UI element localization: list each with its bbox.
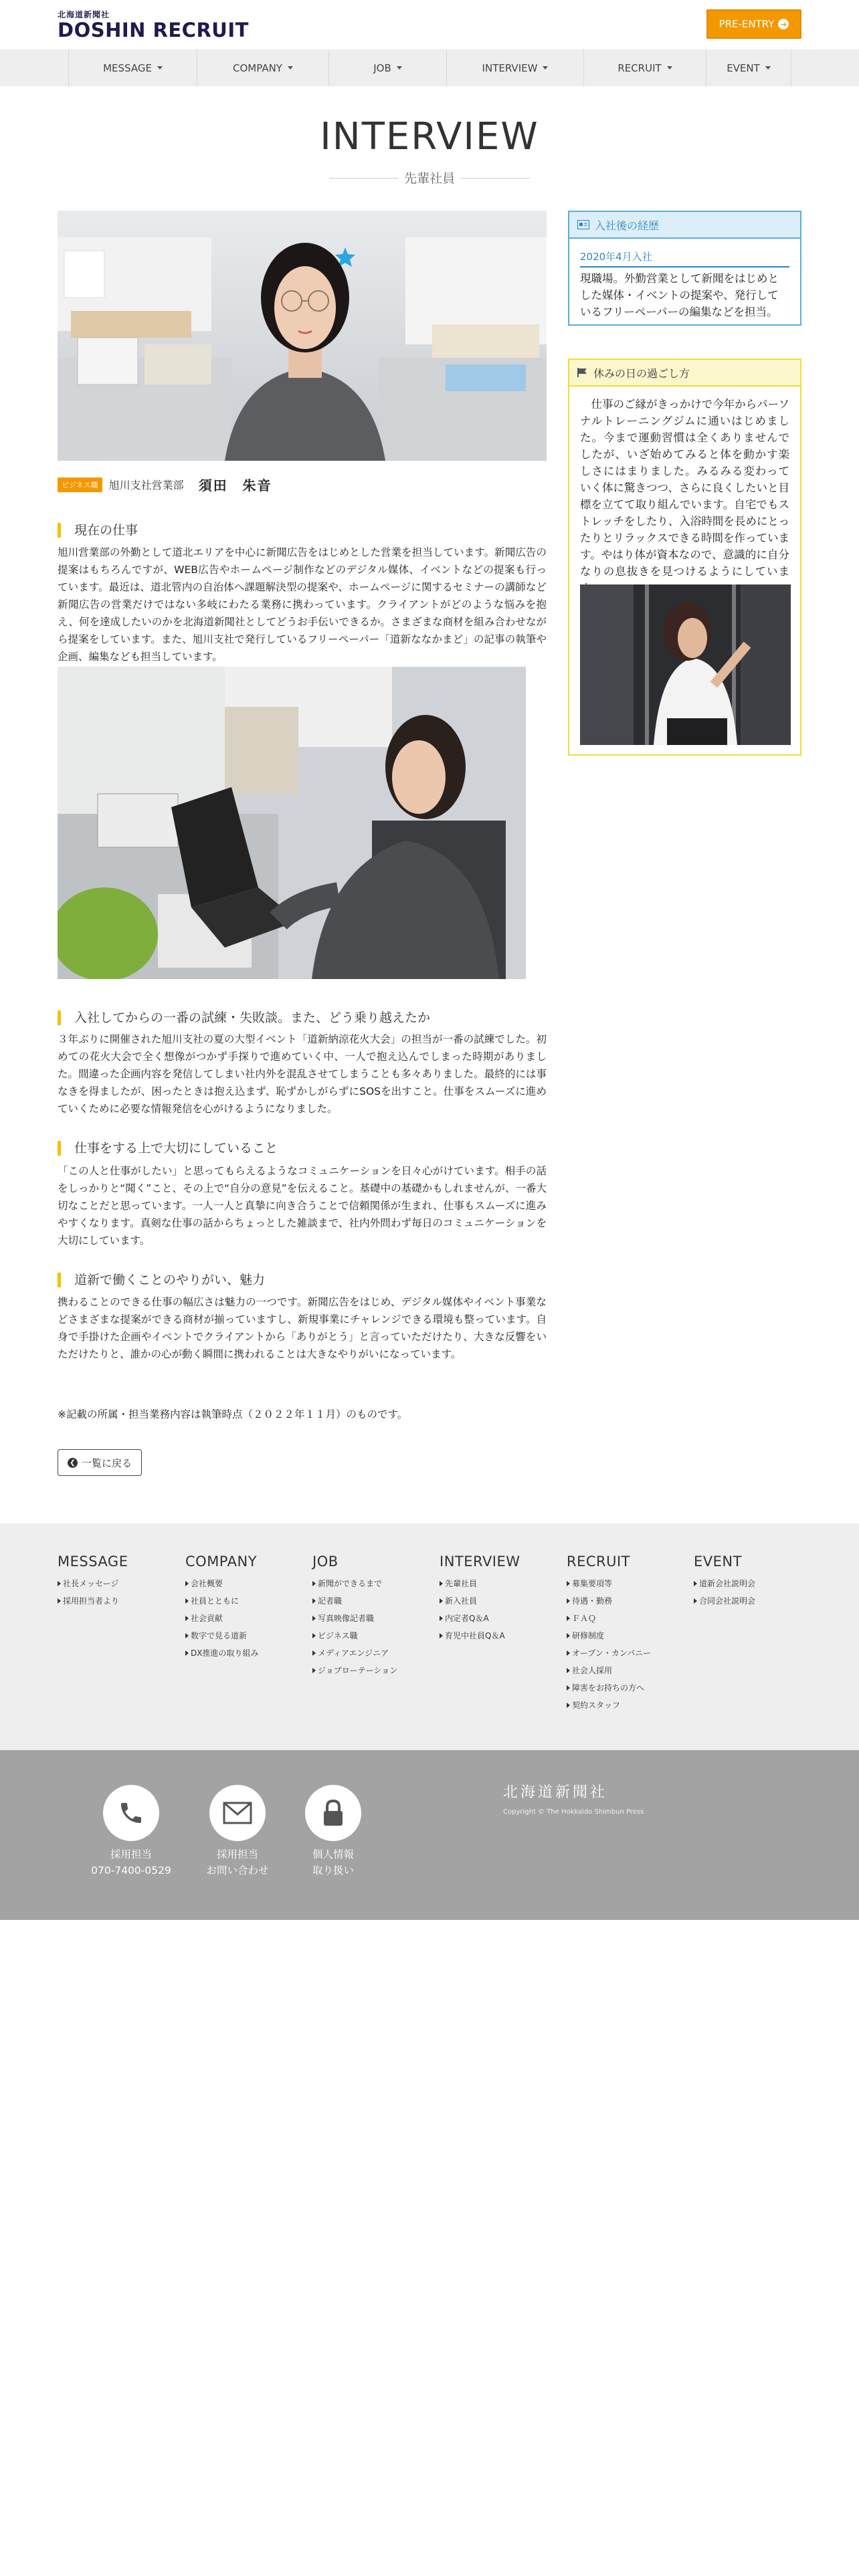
career-box: [568, 211, 801, 326]
contact-privacy-line1: 個人情報: [312, 1848, 354, 1860]
flag-icon: [577, 368, 588, 377]
footer-link[interactable]: 数字で見る道新: [185, 1627, 306, 1644]
footer-col-heading[interactable]: INTERVIEW: [440, 1553, 520, 1570]
department-label: 旭川支社営業部: [108, 479, 184, 492]
working-photo: [58, 667, 526, 979]
nav-label: INTERVIEW: [482, 62, 538, 74]
footer-col-heading[interactable]: MESSAGE: [58, 1553, 128, 1570]
nav-label: RECRUIT: [617, 62, 662, 74]
section-body: 携わることのできる仕事の幅広さは魅力の一つです。新聞広告をはじめ、デジタル媒体やイベント事業などさまざまな提案ができる商材が揃っていますし、新規事業にチャレンジできる環境も整っています。自身で手掛けた企画やイベントでクライアントから「ありがとう」と言っていただけたり、大きな反響をいただけたりと、誰かの心が動く瞬間に携われることは大きなやりがいになっています。: [58, 1296, 547, 1360]
footer-link[interactable]: 社員とともに: [185, 1592, 306, 1610]
caret-down-icon: [543, 66, 548, 70]
career-box-header: [569, 212, 800, 239]
caret-down-icon: [288, 66, 293, 70]
contact-mail[interactable]: [191, 1785, 284, 1879]
contact-phone-line1: 採用担当: [110, 1848, 152, 1860]
caret-down-icon: [157, 66, 163, 70]
phone-icon: [103, 1785, 159, 1841]
caret-down-icon: [397, 66, 402, 70]
nav-label: EVENT: [727, 62, 760, 74]
back-to-list-button[interactable]: [58, 1449, 142, 1476]
copyright-text: Copyright © The Hokkaido Shimbun Press: [503, 1808, 644, 1816]
footer-col-heading[interactable]: EVENT: [694, 1553, 742, 1570]
nav-item-job[interactable]: [328, 49, 446, 86]
contact-mail-line2: お問い合わせ: [206, 1864, 269, 1876]
disclaimer-note: ※記載の所属・担当業務内容は執筆時点（２０２２年１１月）のものです。: [58, 1408, 408, 1420]
footer-link[interactable]: 会社概要: [185, 1575, 306, 1592]
nav-item-message[interactable]: [68, 49, 197, 86]
footer-link[interactable]: 道新会社説明会: [694, 1575, 814, 1592]
footer-link[interactable]: 先輩社員: [440, 1575, 560, 1592]
holiday-box-title: 休みの日の過ごし方: [593, 366, 690, 380]
contact-phone-line2: 070-7400-0529: [91, 1864, 171, 1876]
career-text: 現職場。外勤営業として新聞をはじめとした媒体・イベントの提案や、発行しているフリーペーパーの編集などを担当。: [580, 272, 779, 318]
section-heading: 仕事をする上で大切にしていること: [58, 1141, 278, 1156]
footer-contact: [0, 1750, 859, 1920]
footer-col-interview: [440, 1553, 560, 1644]
profile-name-row: [58, 475, 272, 494]
contact-mail-line1: 採用担当: [216, 1848, 258, 1860]
section-heading: 道新で働くことのやりがい、魅力: [58, 1273, 265, 1287]
holiday-text: 仕事のご縁がきっかけで今年からパーソナルトレーニングジムに通いはじめました。今まで運動習慣は全くありませんでしたが、いざ始めてみると体を動かす楽しさにはまりました。みるみる変わっていく体に驚きつつ、さらに良くしたいと目標を立てて取り組んでいます。自宅でもストレッチをしたり、入浴時間を長めにとったりとリラックスできる時間を作っています。やはり体が資本なので、意識的に自分なりの息抜きを見つけるようにしていま: [580, 398, 790, 578]
caret-down-icon: [765, 66, 771, 70]
footer-link[interactable]: 社会貢献: [185, 1610, 306, 1627]
pre-entry-label: PRE-ENTRY: [719, 18, 775, 30]
footer-link[interactable]: 待遇・勤務: [567, 1592, 687, 1610]
chevron-left-circle-icon: ❮: [68, 1458, 78, 1468]
footer-link[interactable]: 社会人採用: [567, 1662, 687, 1679]
section-heading: 現在の仕事: [58, 523, 138, 538]
section-heading: 入社してからの一番の試練・失敗談。また、どう乗り越えたか: [58, 1010, 430, 1025]
global-nav: [0, 49, 859, 86]
logo-main-text: DOSHIN RECRUIT: [58, 19, 249, 41]
portrait-photo: [58, 211, 547, 461]
career-date: 2020年4月入社: [580, 249, 789, 267]
logo-small-text: 北海道新聞社: [58, 10, 110, 19]
footer-link[interactable]: 研修制度: [567, 1627, 687, 1644]
footer-link[interactable]: 募集要項等: [567, 1575, 687, 1592]
section-body: 「この人と仕事がしたい」と思ってもらえるようなコミュニケーションを日々心がけています。相手の話をしっかりと“聞く”こと、その上で“自分の意見”を伝えること。基礎中の基礎かもしれませんが、一番大切なことだと思っています。一人一人と真摯に向き合うことで信頼関係が生まれ、仕事もスムーズに進みやすくなります。真剣な仕事の話からちょっとした雑談まで、社内外問わず毎日のコミュニケーションを大切にしています。: [58, 1165, 547, 1247]
footer-brand-name: 北海道新聞社: [503, 1784, 608, 1801]
career-box-title: 入社後の経歴: [595, 219, 660, 232]
footer-link[interactable]: 障害をお持ちの方へ: [567, 1679, 687, 1697]
divider: [460, 178, 530, 179]
footer-col-heading[interactable]: RECRUIT: [567, 1553, 631, 1570]
footer-link[interactable]: 契約スタッフ: [567, 1697, 687, 1714]
gym-photo: [580, 584, 791, 745]
pre-entry-button[interactable]: [706, 9, 801, 39]
footer-link[interactable]: 合同会社説明会: [694, 1592, 814, 1610]
footer-link[interactable]: 社長メッセージ: [58, 1575, 178, 1592]
nav-item-event[interactable]: [706, 49, 791, 86]
nav-label: JOB: [373, 62, 391, 74]
page-subtitle: 先輩社員: [403, 171, 455, 186]
employee-name: 須田 朱音: [198, 477, 272, 494]
contact-phone[interactable]: [84, 1785, 178, 1879]
section-body: 旭川営業部の外勤として道北エリアを中心に新聞広告をはじめとした営業を担当しています。新聞広告の提案はもちろんですが、WEB広告やホームページ制作などのデジタル媒体、イベントなどの提案も行っています。最近は、道北管内の自治体へ課題解決型の提案や、ホームページに関するセミナーの講師など新聞広告の営業だけではない多岐にわたる業務に携わっています。クライアントがどのような悩みを抱え、何を達成したいのかを北海道新聞社としてどうお手伝いできるか。さまざまな商材を組み合わせながら提案をしています。また、旭川支社で発行しているフリーペーパー「道新ななかまど」の記事の執筆や企画、編集なども担当しています。: [58, 546, 547, 663]
job-category-badge: ビジネス職: [58, 477, 102, 492]
nav-item-interview[interactable]: [446, 49, 583, 86]
footer-link[interactable]: ジョブローテーション: [312, 1662, 433, 1679]
back-to-list-label: 一覧に戻る: [81, 1457, 132, 1469]
contact-privacy-line2: 取り扱い: [312, 1864, 354, 1876]
footer-link[interactable]: オープン・カンパニー: [567, 1644, 687, 1662]
footer-col-company: [185, 1553, 306, 1662]
footer-link[interactable]: 育児中社員Q＆A: [440, 1627, 560, 1644]
holiday-box-header: [569, 360, 800, 387]
nav-label: MESSAGE: [103, 62, 152, 74]
caret-down-icon: [667, 66, 672, 70]
footer-link[interactable]: 採用担当者より: [58, 1592, 178, 1610]
arrow-right-icon: ➔: [778, 19, 789, 29]
footer-col-message: [58, 1553, 178, 1610]
section-body: ３年ぶりに開催された旭川支社の夏の大型イベント「道新納涼花火大会」の担当が一番の試練でした。初めての花火大会で全く想像がつかず手探りで進めていく中、一人で抱え込んでしまった時期がありました。間違った企画内容を発信してしまい社内外を混乱させてしまうことも多々ありました。最終的には事なきを得ましたが、困ったときは抱え込まず、恥ずかしがらずにSOSを出すこと。仕事をスムーズに進めていくために必要な情報発信を心がけるようになりました。: [58, 1033, 547, 1115]
nav-label: COMPANY: [233, 62, 282, 74]
site-logo[interactable]: [58, 10, 249, 41]
page-title: INTERVIEW: [320, 115, 539, 158]
footer-col-recruit: [567, 1553, 687, 1714]
footer-col-heading[interactable]: JOB: [312, 1553, 339, 1570]
footer-link[interactable]: 新入社員: [440, 1592, 560, 1610]
footer-link[interactable]: 記者職: [312, 1592, 433, 1610]
footer-link[interactable]: 写真映像記者職: [312, 1610, 433, 1627]
footer-brand: [503, 1781, 644, 1816]
mail-icon: [209, 1785, 266, 1841]
holiday-box: [568, 358, 801, 756]
nav-item-company[interactable]: [197, 49, 328, 86]
footer-col-event: [694, 1553, 814, 1610]
id-card-icon: [577, 220, 589, 229]
footer-link[interactable]: 新聞ができるまで: [312, 1575, 433, 1592]
footer-link[interactable]: DX推進の取り組み: [185, 1644, 306, 1662]
footer-link[interactable]: ＦＡＱ: [567, 1610, 687, 1627]
contact-privacy[interactable]: [286, 1785, 380, 1879]
nav-item-recruit[interactable]: [583, 49, 706, 86]
footer-col-heading[interactable]: COMPANY: [185, 1553, 258, 1570]
footer-link[interactable]: ビジネス職: [312, 1627, 433, 1644]
site-header: [0, 0, 859, 49]
footer-col-job: [312, 1553, 433, 1679]
lock-icon: [305, 1785, 361, 1841]
footer-link[interactable]: 内定者Q＆A: [440, 1610, 560, 1627]
footer-sitemap: [0, 1523, 859, 1750]
footer-link[interactable]: メディアエンジニア: [312, 1644, 433, 1662]
